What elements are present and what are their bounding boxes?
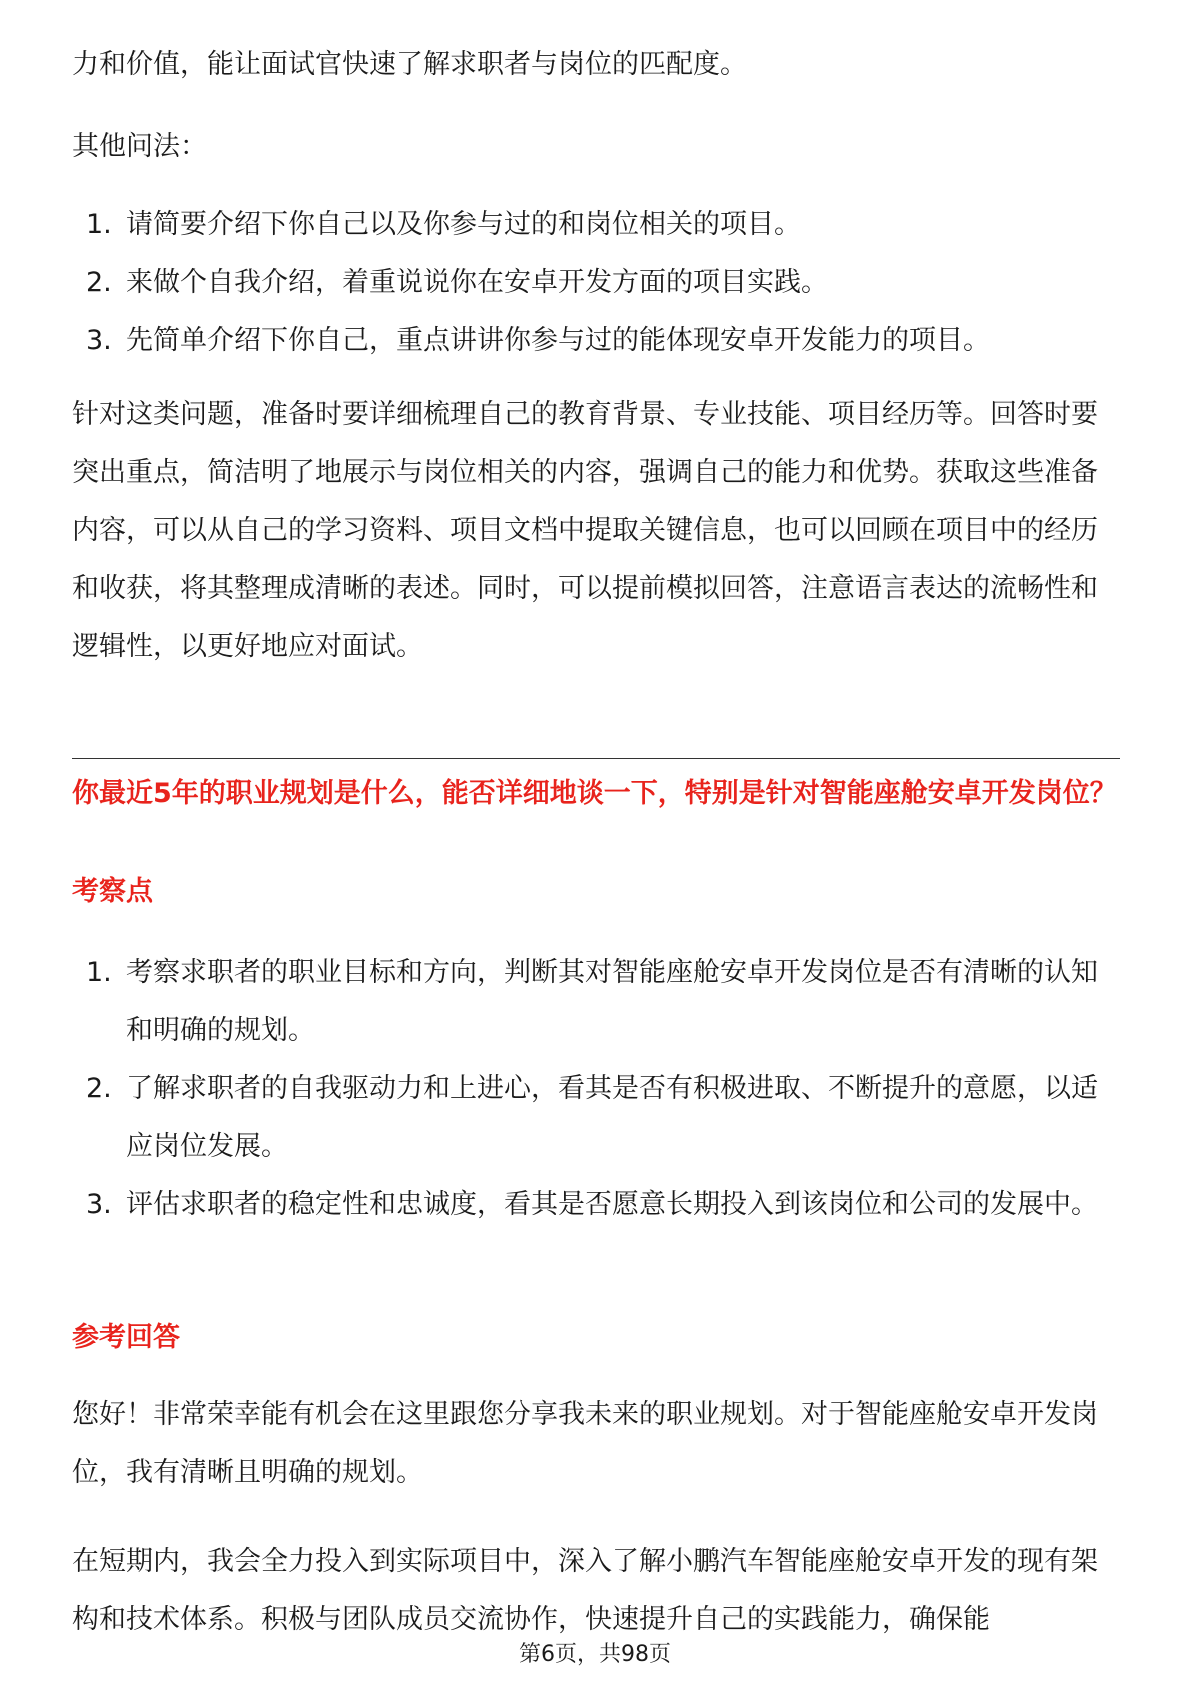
exam-points-list (86, 944, 1122, 1234)
answer-heading: 参考回答 (72, 1322, 180, 1353)
list-number: 2. (86, 1073, 112, 1104)
intro-tail-text: 力和价值，能让面试官快速了解求职者与岗位的匹配度。 (72, 49, 747, 80)
list-text: 考察求职者的职业目标和方向，判断其对智能座舱安卓开发岗位是否有清晰的认知和明确的规划。 (126, 957, 1098, 1046)
exam-points-heading: 考察点 (72, 876, 153, 907)
other-questions-label: 其他问法： (72, 131, 207, 162)
list-item (86, 1176, 1122, 1234)
list-item (86, 944, 1122, 1060)
list-text: 先简单介绍下你自己，重点讲讲你参与过的能体现安卓开发能力的项目。 (126, 325, 990, 356)
list-item (86, 254, 1122, 312)
list-item (86, 312, 1122, 370)
list-number: 3. (86, 1189, 112, 1220)
list-item (86, 196, 1122, 254)
list-item (86, 1060, 1122, 1176)
other-questions-list (86, 196, 1122, 370)
answer-paragraph: 在短期内，我会全力投入到实际项目中，深入了解小鹏汽车智能座舱安卓开发的现有架构和技术体系。积极与团队成员交流协作，快速提升自己的实践能力，确保能 (72, 1546, 1098, 1635)
list-text: 了解求职者的自我驱动力和上进心，看其是否有积极进取、不断提升的意愿，以适应岗位发展。 (126, 1073, 1098, 1162)
list-text: 请简要介绍下你自己以及你参与过的和岗位相关的项目。 (126, 209, 801, 240)
list-number: 3. (86, 325, 112, 356)
list-number: 1. (86, 209, 112, 240)
question-heading: 你最近5年的职业规划是什么，能否详细地谈一下，特别是针对智能座舱安卓开发岗位？ (72, 778, 1117, 809)
preparation-paragraph: 针对这类问题，准备时要详细梳理自己的教育背景、专业技能、项目经历等。回答时要突出重点，简洁明了地展示与岗位相关的内容，强调自己的能力和优势。获取这些准备内容，可以从自己的学习资料、项目文档中提取关键信息，也可以回顾在项目中的经历和收获，将其整理成清晰的表述。同时，可以提前模拟回答，注意语言表达的流畅性和逻辑性，以更好地应对面试。 (72, 399, 1098, 662)
list-number: 2. (86, 267, 112, 298)
answer-paragraph: 您好！非常荣幸能有机会在这里跟您分享我未来的职业规划。对于智能座舱安卓开发岗位，我有清晰且明确的规划。 (72, 1399, 1098, 1488)
page-footer: 第6页，共98页 (519, 1642, 671, 1667)
section-divider (72, 758, 1120, 759)
list-number: 1. (86, 957, 112, 988)
list-text: 评估求职者的稳定性和忠诚度，看其是否愿意长期投入到该岗位和公司的发展中。 (126, 1189, 1098, 1220)
list-text: 来做个自我介绍，着重说说你在安卓开发方面的项目实践。 (126, 267, 828, 298)
